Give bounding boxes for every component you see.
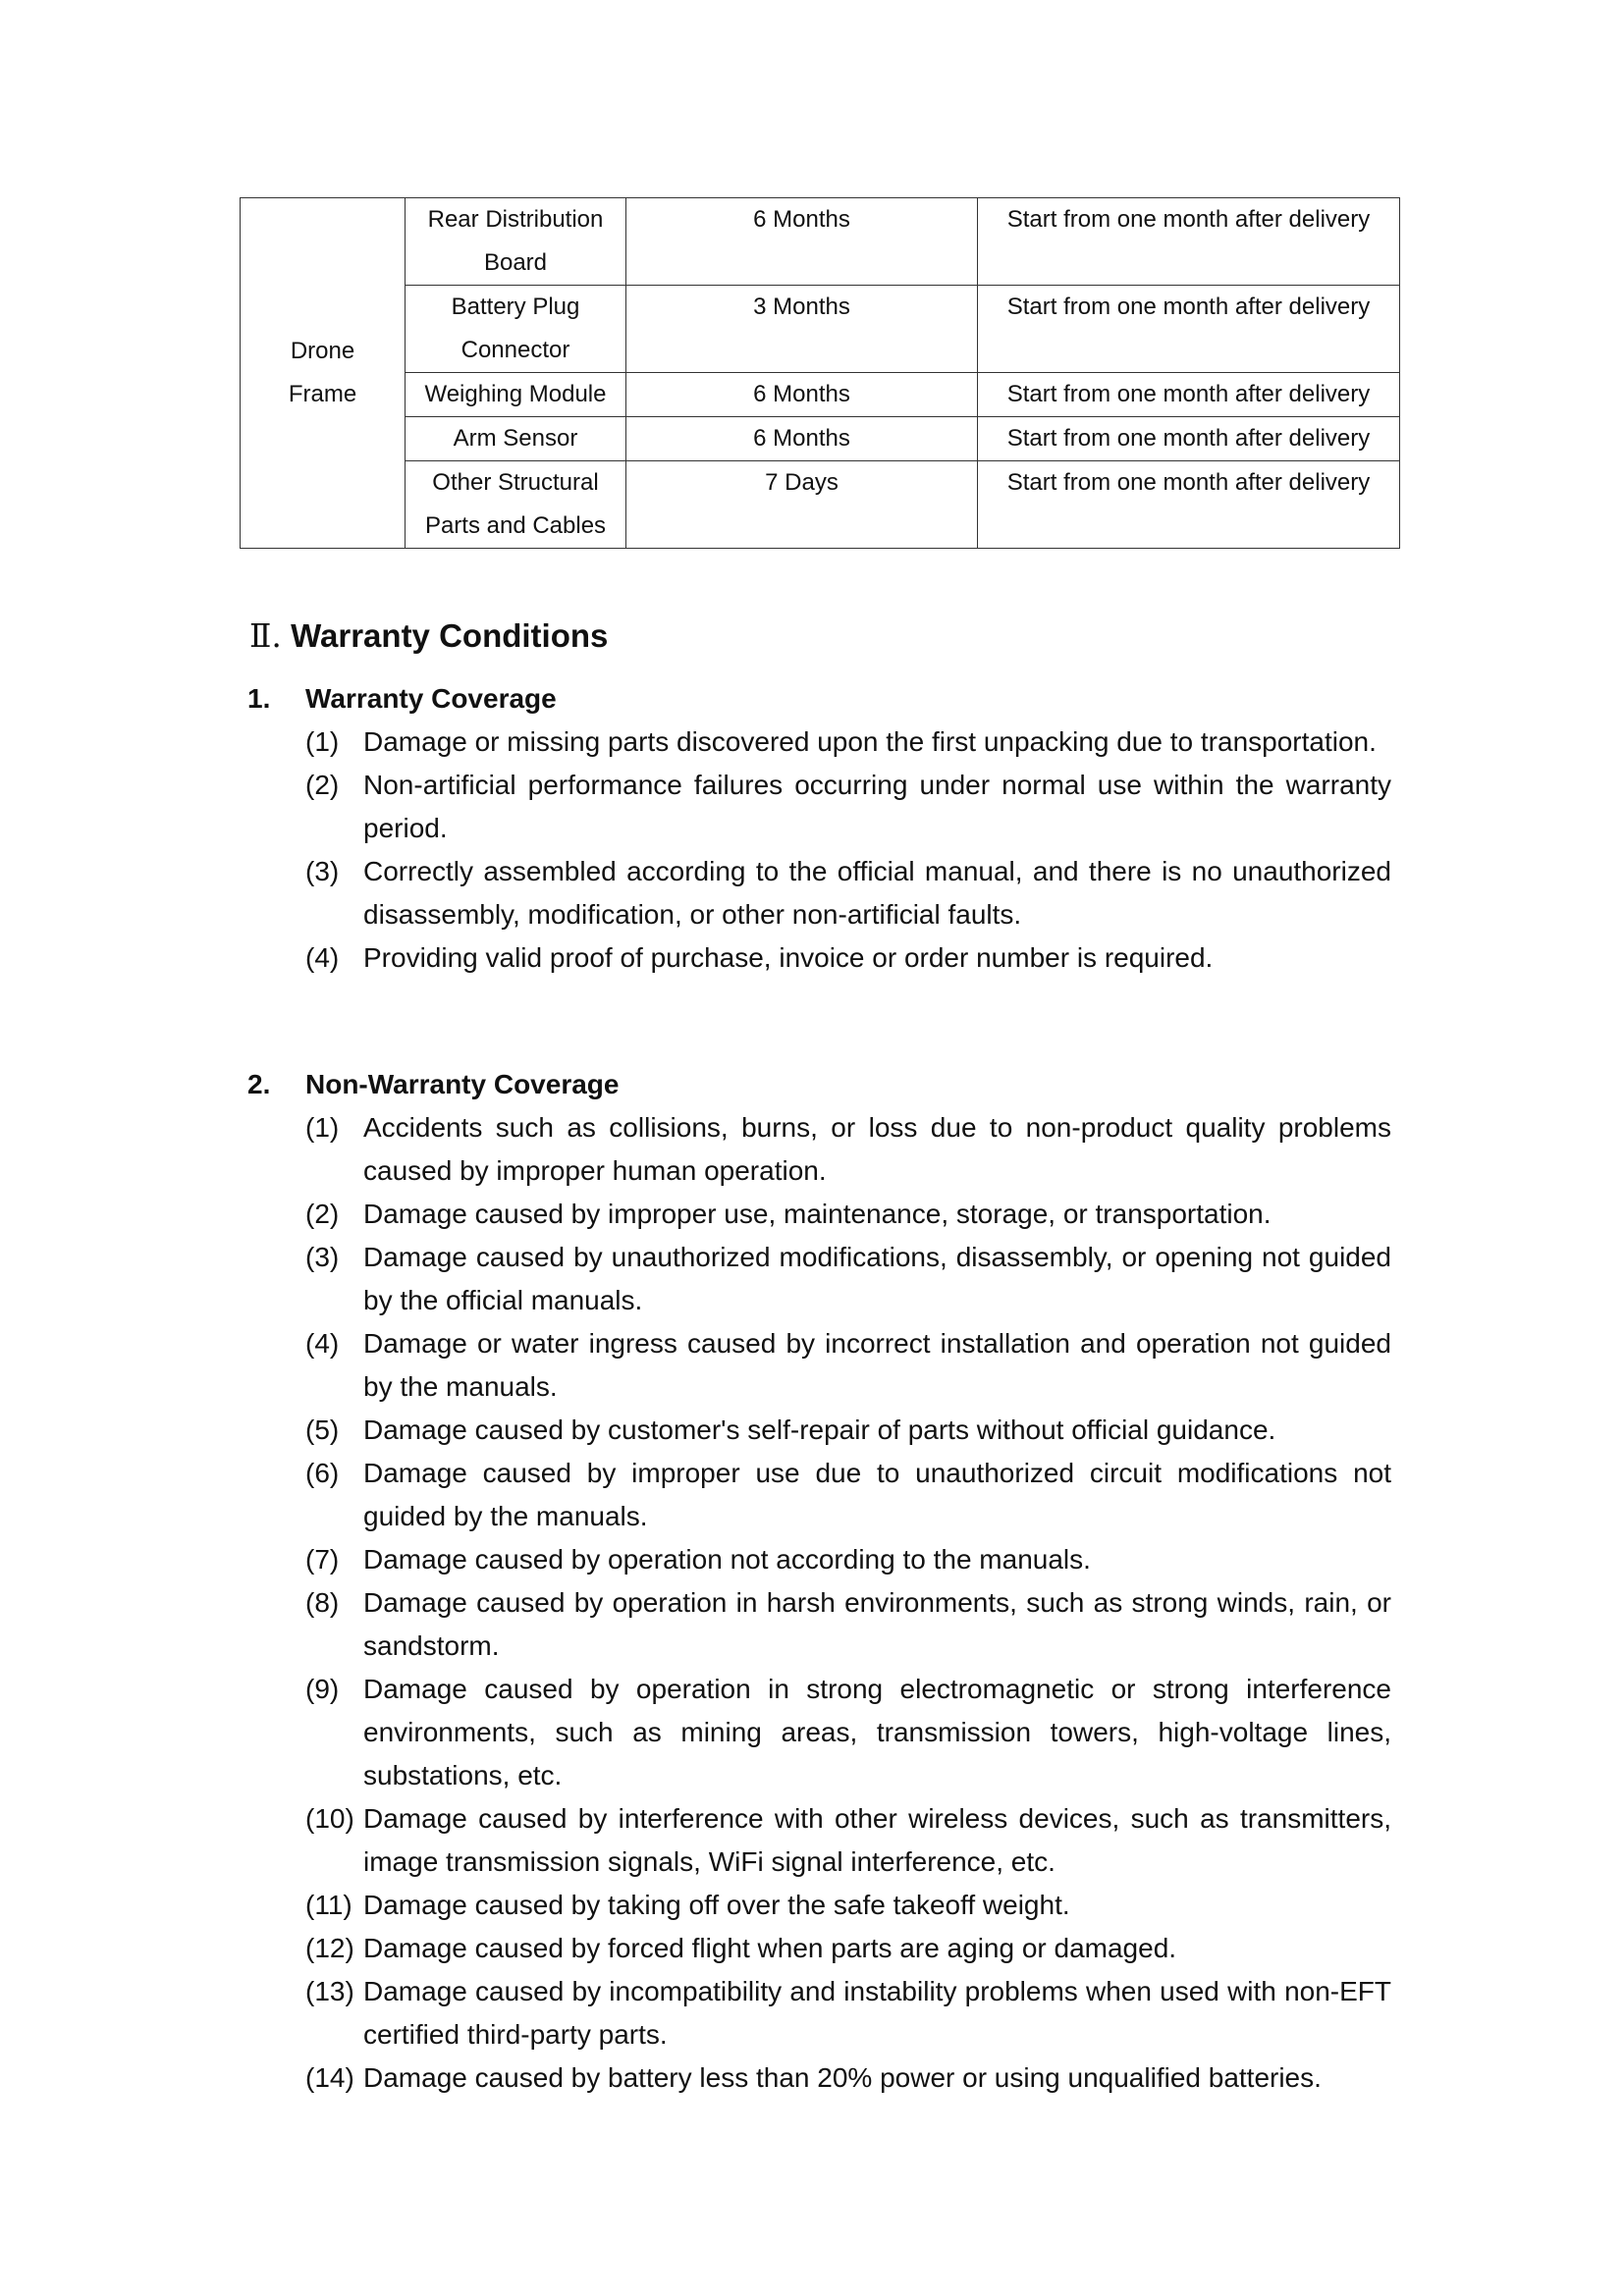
warranty-period-table <box>240 197 1400 549</box>
start-cell: Start from one month after delivery <box>978 417 1400 461</box>
section-title: Warranty Conditions <box>291 617 609 654</box>
list-item <box>247 1884 1391 1927</box>
list-marker: (13) <box>305 1976 354 2006</box>
list-item <box>247 936 1391 980</box>
start-cell: Start from one month after delivery <box>978 286 1400 373</box>
list-item <box>247 1797 1391 1884</box>
start-cell: Start from one month after delivery <box>978 373 1400 417</box>
list-marker: (2) <box>305 1199 340 1229</box>
list-item-text: Damage caused by operation not according to the manuals. <box>363 1544 1091 1575</box>
section-heading <box>249 609 608 664</box>
list-item-text: Damage or missing parts discovered upon the first unpacking due to transportation. <box>363 726 1377 757</box>
list-item-text: Damage caused by operation in strong electromagnetic or strong interference environments, such as mining areas, transmission towers, high-voltage lines, substations, etc. <box>363 1674 1391 1790</box>
list-item-text: Damage caused by unauthorized modifications, disassembly, or opening not guided by the official manuals. <box>363 1242 1391 1315</box>
section-roman-numeral: Ⅱ. <box>249 616 282 655</box>
subsection-title <box>247 677 1391 721</box>
period-cell: 6 Months <box>626 373 978 417</box>
group-label: Drone Frame <box>288 338 357 407</box>
start-cell: Start from one month after delivery <box>978 198 1400 286</box>
list-marker: (9) <box>305 1674 340 1704</box>
list-item-text: Damage caused by battery less than 20% power or using unqualified batteries. <box>363 2062 1322 2093</box>
non-coverage-list <box>247 1106 1391 2100</box>
table-row <box>241 461 1400 549</box>
part-cell: Arm Sensor <box>406 417 626 461</box>
list-marker: (3) <box>305 1242 340 1272</box>
list-item-text: Damage caused by improper use, maintenance, storage, or transportation. <box>363 1199 1272 1229</box>
list-item-text: Damage or water ingress caused by incorrect installation and operation not guided by the manuals. <box>363 1328 1391 1402</box>
list-marker: (4) <box>305 1328 340 1359</box>
list-item <box>247 1927 1391 1970</box>
list-item <box>247 850 1391 936</box>
list-marker: (5) <box>305 1415 340 1445</box>
list-marker: (11) <box>305 1890 352 1920</box>
list-item-text: Damage caused by operation in harsh environments, such as strong winds, rain, or sandstorm. <box>363 1587 1391 1661</box>
list-marker: (8) <box>305 1587 340 1618</box>
list-item <box>247 764 1391 850</box>
list-marker: (4) <box>305 942 340 973</box>
list-item <box>247 1452 1391 1538</box>
list-marker: (1) <box>305 1112 340 1143</box>
list-item-text: Damage caused by improper use due to unauthorized circuit modifications not guided by the manuals. <box>363 1458 1391 1531</box>
coverage-list <box>247 721 1391 980</box>
part-cell: Rear Distribution Board <box>406 198 626 286</box>
list-item-text: Damage caused by incompatibility and instability problems when used with non-EFT certified third-party parts. <box>363 1976 1391 2050</box>
list-marker: (6) <box>305 1458 340 1488</box>
list-marker: (3) <box>305 856 340 886</box>
list-marker: (2) <box>305 770 340 800</box>
table-row <box>241 286 1400 373</box>
list-item <box>247 1970 1391 2056</box>
list-item-text: Accidents such as collisions, burns, or loss due to non-product quality problems caused by improper human operation. <box>363 1112 1391 1186</box>
start-cell: Start from one month after delivery <box>978 461 1400 549</box>
warranty-coverage-section <box>247 677 1391 980</box>
list-marker: (12) <box>305 1933 354 1963</box>
part-cell: Battery Plug Connector <box>406 286 626 373</box>
period-cell: 6 Months <box>626 417 978 461</box>
period-cell: 6 Months <box>626 198 978 286</box>
table-row <box>241 373 1400 417</box>
list-marker: (10) <box>305 1803 354 1834</box>
part-cell: Other Structural Parts and Cables <box>406 461 626 549</box>
subsection-number: 2. <box>247 1069 271 1099</box>
list-item <box>247 1106 1391 1193</box>
list-item-text: Non-artificial performance failures occurring under normal use within the warranty period. <box>363 770 1391 843</box>
list-item <box>247 2056 1391 2100</box>
list-item-text: Damage caused by interference with other wireless devices, such as transmitters, image transmission signals, WiFi signal interference, etc. <box>363 1803 1391 1877</box>
non-warranty-coverage-section <box>247 1063 1391 2100</box>
period-cell: 7 Days <box>626 461 978 549</box>
list-item <box>247 1668 1391 1797</box>
subsection-title <box>247 1063 1391 1106</box>
list-item-text: Correctly assembled according to the official manual, and there is no unauthorized disassembly, modification, or other non-artificial faults. <box>363 856 1391 930</box>
list-marker: (14) <box>305 2062 354 2093</box>
list-item <box>247 1409 1391 1452</box>
subsection-title-text: Non-Warranty Coverage <box>305 1069 620 1099</box>
group-label-cell <box>241 198 406 549</box>
subsection-title-text: Warranty Coverage <box>305 683 557 714</box>
table-row <box>241 417 1400 461</box>
list-item <box>247 721 1391 764</box>
table-row <box>241 198 1400 286</box>
list-item <box>247 1322 1391 1409</box>
list-item-text: Damage caused by taking off over the safe takeoff weight. <box>363 1890 1070 1920</box>
list-item-text: Providing valid proof of purchase, invoice or order number is required. <box>363 942 1214 973</box>
list-item <box>247 1236 1391 1322</box>
list-item <box>247 1538 1391 1581</box>
subsection-number: 1. <box>247 683 271 714</box>
part-cell: Weighing Module <box>406 373 626 417</box>
list-item-text: Damage caused by customer's self-repair of parts without official guidance. <box>363 1415 1276 1445</box>
list-item <box>247 1581 1391 1668</box>
list-item <box>247 1193 1391 1236</box>
list-item-text: Damage caused by forced flight when parts are aging or damaged. <box>363 1933 1177 1963</box>
list-marker: (7) <box>305 1544 340 1575</box>
period-cell: 3 Months <box>626 286 978 373</box>
list-marker: (1) <box>305 726 340 757</box>
